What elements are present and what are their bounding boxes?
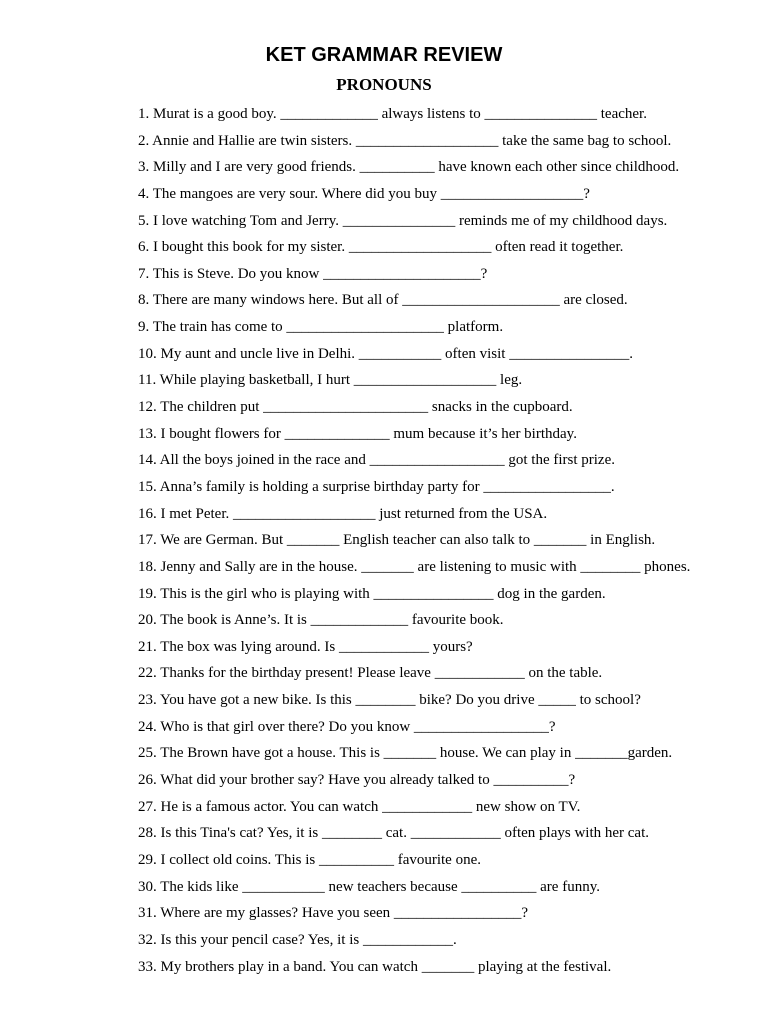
question-item: 3. Milly and I are very good friends. __________ have known each other since childhood.	[138, 159, 680, 176]
question-list	[138, 104, 758, 983]
question-item: 23. You have got a new bike. Is this ________ bike? Do you drive _____ to school?	[138, 692, 641, 709]
question-item: 7. This is Steve. Do you know _____________________?	[138, 265, 488, 282]
question-item: 18. Jenny and Sally are in the house. _______ are listening to music with ________ phones.	[138, 558, 691, 575]
question-item: 24. Who is that girl over there? Do you know __________________?	[138, 718, 556, 735]
question-item: 31. Where are my glasses? Have you seen _________________?	[138, 905, 529, 922]
question-item: 15. Anna’s family is holding a surprise birthday party for _________________.	[138, 478, 615, 495]
question-item: 33. My brothers play in a band. You can watch _______ playing at the festival.	[138, 958, 612, 975]
question-item: 2. Annie and Hallie are twin sisters. ___________________ take the same bag to school.	[138, 132, 672, 149]
question-item: 32. Is this your pencil case? Yes, it is ____________.	[138, 931, 457, 948]
question-item: 6. I bought this book for my sister. ___________________ often read it together.	[138, 239, 624, 256]
worksheet-title: KET GRAMMAR REVIEW	[265, 44, 503, 66]
question-item: 17. We are German. But _______ English teacher can also talk to _______ in English.	[138, 532, 656, 549]
question-item: 1. Murat is a good boy. _____________ always listens to _______________ teacher.	[138, 106, 647, 122]
question-item: 30. The kids like ___________ new teachers because __________ are funny.	[138, 878, 600, 895]
question-item: 12. The children put ______________________ snacks in the cupboard.	[138, 399, 573, 416]
question-item: 8. There are many windows here. But all of _____________________ are closed.	[138, 292, 628, 309]
question-item: 14. All the boys joined in the race and __________________ got the first prize.	[138, 452, 615, 469]
question-item: 28. Is this Tina's cat? Yes, it is ________ cat. ____________ often plays with her cat.	[138, 825, 650, 842]
question-item: 4. The mangoes are very sour. Where did you buy ___________________?	[138, 185, 590, 202]
question-item: 22. Thanks for the birthday present! Please leave ____________ on the table.	[138, 665, 603, 682]
question-item: 11. While playing basketball, I hurt ___________________ leg.	[138, 372, 523, 389]
worksheet-subtitle: PRONOUNS	[336, 75, 432, 94]
question-item: 26. What did your brother say? Have you already talked to __________?	[138, 772, 576, 789]
question-item: 20. The book is Anne’s. It is _____________ favourite book.	[138, 612, 504, 629]
question-item: 27. He is a famous actor. You can watch ____________ new show on TV.	[138, 798, 581, 815]
question-item: 13. I bought flowers for ______________ mum because it’s her birthday.	[138, 425, 577, 442]
question-item: 29. I collect old coins. This is __________ favourite one.	[138, 851, 482, 868]
question-item: 9. The train has come to _____________________ platform.	[138, 319, 504, 336]
question-item: 25. The Brown have got a house. This is _______ house. We can play in _______garden.	[138, 745, 673, 762]
question-item: 16. I met Peter. ___________________ just returned from the USA.	[138, 505, 548, 522]
question-item: 21. The box was lying around. Is ____________ yours?	[138, 638, 473, 655]
question-item: 10. My aunt and uncle live in Delhi. ___________ often visit ________________.	[138, 345, 633, 362]
question-item: 5. I love watching Tom and Jerry. _______________ reminds me of my childhood days.	[138, 212, 668, 229]
question-item: 19. This is the girl who is playing with ________________ dog in the garden.	[138, 585, 606, 602]
